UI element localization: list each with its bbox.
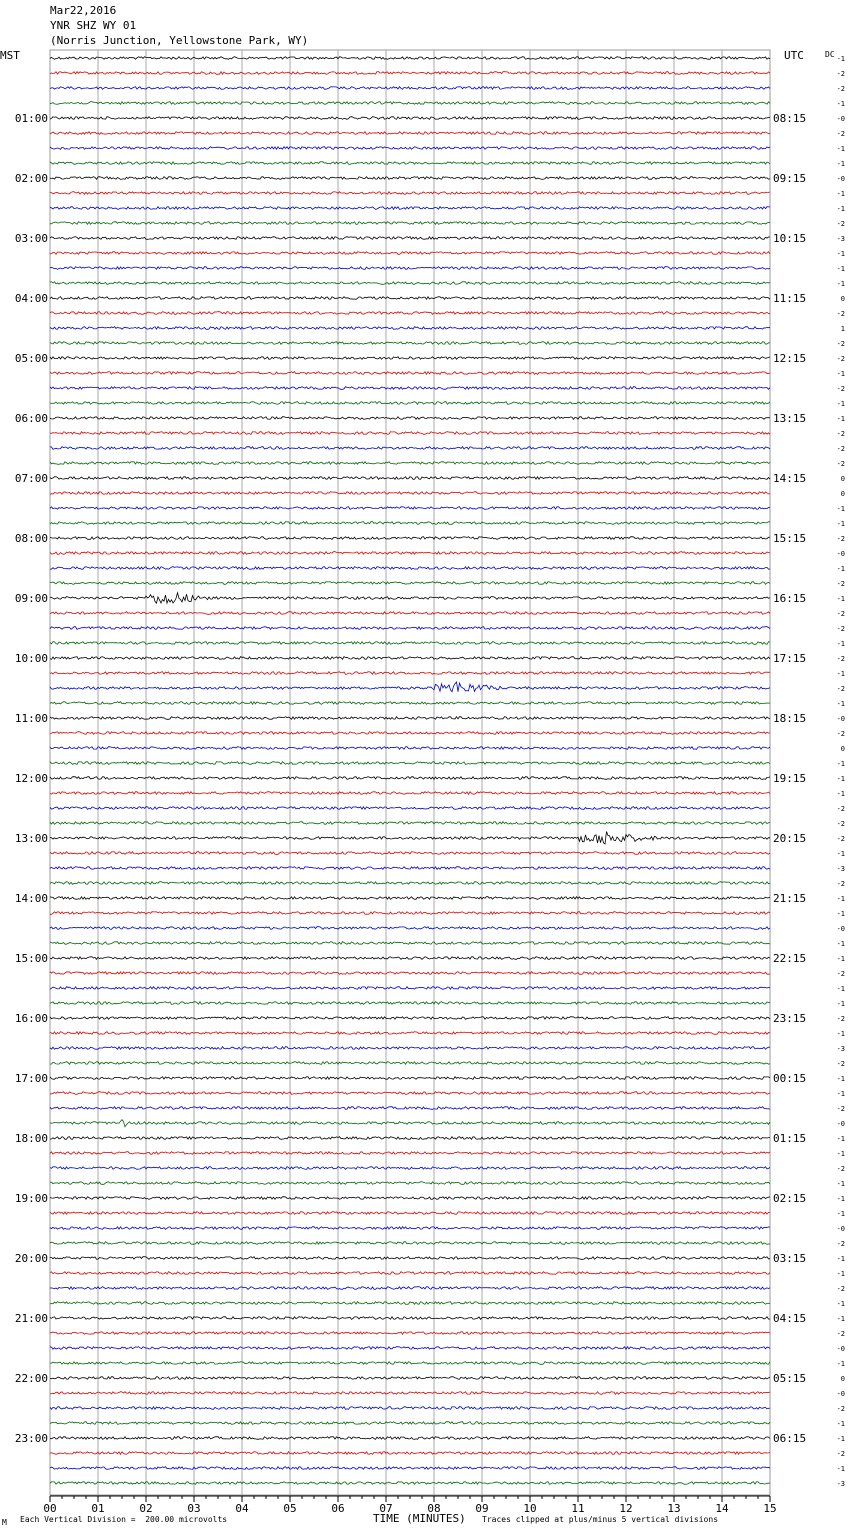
seismic-trace [50, 1002, 770, 1005]
dc-offset-label: -0 [836, 1225, 845, 1233]
dc-offset-label: -2 [836, 685, 845, 693]
seismic-trace [50, 1077, 770, 1080]
seismic-trace [50, 222, 770, 225]
seismic-trace [50, 1407, 770, 1410]
hour-label-mst: 12:00 [14, 772, 48, 785]
hour-label-utc: 19:15 [773, 772, 807, 785]
dc-offset-label: -1 [836, 1315, 845, 1323]
seismic-trace [50, 537, 770, 540]
x-tick-label: 15 [763, 1502, 777, 1515]
hour-label-utc: 21:15 [773, 892, 807, 905]
seismic-trace [50, 627, 770, 630]
seismic-trace [50, 702, 770, 705]
seismic-trace [50, 552, 770, 555]
dc-offset-label: -2 [836, 130, 845, 138]
seismic-trace [50, 897, 770, 900]
hour-label-utc: 15:15 [773, 532, 807, 545]
hour-label-utc: 08:15 [773, 112, 807, 125]
x-tick-label: 03 [187, 1502, 201, 1515]
seismic-trace [50, 1332, 770, 1335]
dc-offset-label: -2 [836, 430, 845, 438]
dc-offset-label: 0 [840, 745, 845, 753]
hour-label-mst: 11:00 [14, 712, 48, 725]
seismic-trace [50, 567, 770, 570]
seismic-trace [50, 912, 770, 915]
dc-offset-label: 0 [840, 1375, 845, 1383]
hour-label-mst: 06:00 [14, 412, 48, 425]
dc-offset-label: -2 [836, 1060, 845, 1068]
dc-offset-label: -1 [836, 1090, 845, 1098]
hour-label-mst: 18:00 [14, 1132, 48, 1145]
dc-offset-label: -2 [836, 820, 845, 828]
seismic-trace [50, 1242, 770, 1245]
seismic-trace [50, 747, 770, 750]
dc-offset-label: -1 [836, 670, 845, 678]
dc-offset-label: -1 [836, 505, 845, 513]
seismic-trace [50, 132, 770, 135]
seismic-trace [50, 1482, 770, 1485]
dc-offset-label: -1 [836, 760, 845, 768]
dc-offset-label: -2 [836, 85, 845, 93]
seismic-trace [50, 147, 770, 150]
dc-offset-label: -1 [836, 775, 845, 783]
dc-offset-label: -1 [836, 145, 845, 153]
seismic-trace [50, 942, 770, 945]
x-tick-label: 11 [571, 1502, 585, 1515]
dc-offset-label: -2 [836, 1450, 845, 1458]
seismic-trace [50, 1422, 770, 1425]
seismic-trace [50, 177, 770, 180]
dc-offset-label: -1 [836, 1000, 845, 1008]
dc-offset-label: -1 [836, 1150, 845, 1158]
hour-label-utc: 10:15 [773, 232, 807, 245]
dc-offset-label: -2 [836, 970, 845, 978]
seismic-trace [50, 612, 770, 615]
hour-label-utc: 11:15 [773, 292, 807, 305]
dc-offset-label: -1 [836, 1465, 845, 1473]
dc-offset-label: -1 [836, 1360, 845, 1368]
hour-label-utc: 01:15 [773, 1132, 807, 1145]
seismic-trace [50, 822, 770, 825]
seismic-trace [50, 342, 770, 345]
dc-offset-label: -1 [836, 400, 845, 408]
dc-offset-label: 1 [840, 325, 845, 333]
dc-offset-label: -1 [836, 1300, 845, 1308]
dc-offset-label: -1 [836, 955, 845, 963]
seismic-trace [50, 582, 770, 585]
hour-label-utc: 22:15 [773, 952, 807, 965]
hour-label-mst: 07:00 [14, 472, 48, 485]
seismic-trace [50, 297, 770, 300]
seismic-trace [50, 1272, 770, 1275]
station-location: (Norris Junction, Yellowstone Park, WY) [50, 34, 309, 47]
dc-offset-label: -1 [836, 520, 845, 528]
dc-offset-label: -1 [836, 940, 845, 948]
seismic-trace [50, 1347, 770, 1350]
dc-offset-label: -2 [836, 355, 845, 363]
dc-offset-label: -2 [836, 340, 845, 348]
seismic-trace [50, 387, 770, 390]
dc-offset-label: -1 [836, 1180, 845, 1188]
dc-offset-label: -2 [836, 610, 845, 618]
dc-offset-label: -0 [836, 925, 845, 933]
seismic-trace [50, 1107, 770, 1110]
seismic-trace [50, 237, 770, 240]
hour-label-mst: 17:00 [14, 1072, 48, 1085]
seismic-trace [50, 987, 770, 990]
dc-offset-label: -1 [836, 595, 845, 603]
dc-offset-label: -1 [836, 1075, 845, 1083]
dc-offset-label: -1 [836, 985, 845, 993]
dc-offset-label: -3 [836, 1045, 845, 1053]
dc-offset-label: -2 [836, 1405, 845, 1413]
dc-offset-label: -0 [836, 115, 845, 123]
dc-offset-label: -0 [836, 550, 845, 558]
dc-offset-label: -1 [836, 55, 845, 63]
hour-label-mst: 01:00 [14, 112, 48, 125]
dc-offset-label: -1 [836, 1135, 845, 1143]
dc-offset-label: -2 [836, 1105, 845, 1113]
dc-offset-label: -2 [836, 1240, 845, 1248]
seismic-trace [50, 717, 770, 720]
dc-offset-label: -1 [836, 1420, 845, 1428]
dc-offset-label: -1 [836, 700, 845, 708]
dc-offset-label: -0 [836, 1390, 845, 1398]
dc-offset-label: -3 [836, 865, 845, 873]
seismic-trace [50, 327, 770, 330]
seismic-trace [50, 593, 770, 603]
hour-label-utc: 17:15 [773, 652, 807, 665]
seismic-trace [50, 792, 770, 795]
dc-offset-label: -2 [836, 805, 845, 813]
seismic-trace [50, 1452, 770, 1455]
hour-label-mst: 20:00 [14, 1252, 48, 1265]
seismic-trace [50, 1437, 770, 1440]
hour-label-utc: 02:15 [773, 1192, 807, 1205]
seismic-trace [50, 87, 770, 90]
hour-label-mst: 09:00 [14, 592, 48, 605]
dc-offset-label: -1 [836, 370, 845, 378]
hour-label-utc: 12:15 [773, 352, 807, 365]
dc-offset-label: -1 [836, 250, 845, 258]
seismic-trace [50, 1152, 770, 1155]
seismic-trace [50, 1212, 770, 1215]
dc-offset-label: -2 [836, 535, 845, 543]
dc-offset-label: 0 [840, 475, 845, 483]
x-tick-label: 07 [379, 1502, 393, 1515]
seismic-trace [50, 1392, 770, 1395]
seismic-trace [50, 72, 770, 75]
seismic-trace [50, 672, 770, 675]
dc-offset-label: 0 [840, 295, 845, 303]
hour-label-utc: 23:15 [773, 1012, 807, 1025]
dc-offset-label: -2 [836, 70, 845, 78]
seismic-trace [50, 867, 770, 870]
dc-offset-label: -2 [836, 1015, 845, 1023]
seismic-trace [50, 462, 770, 465]
seismic-trace [50, 507, 770, 510]
seismic-trace [50, 1227, 770, 1230]
seismic-trace [50, 1287, 770, 1290]
seismic-trace [50, 522, 770, 525]
seismic-trace [50, 1032, 770, 1035]
hour-label-mst: 13:00 [14, 832, 48, 845]
dc-offset-label: -1 [836, 100, 845, 108]
dc-offset-label: -1 [836, 790, 845, 798]
seismic-trace [50, 1182, 770, 1185]
seismic-trace [50, 372, 770, 375]
x-tick-label: 10 [523, 1502, 537, 1515]
seismic-trace [50, 57, 770, 60]
x-tick-label: 12 [619, 1502, 633, 1515]
seismic-trace [50, 957, 770, 960]
seismic-trace [50, 1197, 770, 1200]
seismic-trace [50, 777, 770, 780]
seismic-trace [50, 682, 770, 692]
seismic-trace [50, 927, 770, 930]
dc-offset-label: -1 [836, 1255, 845, 1263]
dc-offset-label: -1 [836, 1030, 845, 1038]
dc-offset-label: -1 [836, 205, 845, 213]
seismic-trace [50, 1120, 770, 1127]
dc-offset-label: -2 [836, 1285, 845, 1293]
dc-offset-label: -3 [836, 235, 845, 243]
hour-label-mst: 15:00 [14, 952, 48, 965]
station-code: YNR SHZ WY 01 [50, 19, 137, 32]
x-tick-label: 04 [235, 1502, 249, 1515]
corner-mark: M [2, 1518, 7, 1527]
hour-label-mst: 04:00 [14, 292, 48, 305]
dc-offset-label: 0 [840, 490, 845, 498]
dc-offset-label: -2 [836, 655, 845, 663]
seismic-trace [50, 1167, 770, 1170]
dc-offset-label: -2 [836, 310, 845, 318]
seismic-trace [50, 447, 770, 450]
seismic-trace [50, 1092, 770, 1095]
x-tick-label: 09 [475, 1502, 489, 1515]
x-tick-label: 00 [43, 1502, 57, 1515]
dc-offset-label: -1 [836, 565, 845, 573]
x-tick-label: 06 [331, 1502, 345, 1515]
seismic-trace [50, 117, 770, 120]
hour-label-mst: 08:00 [14, 532, 48, 545]
dc-offset-label: -2 [836, 1165, 845, 1173]
x-tick-label: 02 [139, 1502, 153, 1515]
hour-label-utc: 03:15 [773, 1252, 807, 1265]
hour-label-utc: 00:15 [773, 1072, 807, 1085]
seismic-trace [50, 807, 770, 810]
seismic-trace [50, 162, 770, 165]
dc-offset-label: -1 [836, 190, 845, 198]
seismic-trace [50, 642, 770, 645]
hour-label-utc: 20:15 [773, 832, 807, 845]
x-tick-label: 13 [667, 1502, 681, 1515]
seismic-trace [50, 732, 770, 735]
dc-offset-label: -2 [836, 460, 845, 468]
hour-label-mst: 19:00 [14, 1192, 48, 1205]
dc-offset-label: -1 [836, 640, 845, 648]
hour-label-utc: 09:15 [773, 172, 807, 185]
dc-offset-label: -1 [836, 1210, 845, 1218]
seismic-trace [50, 477, 770, 480]
seismic-trace [50, 1317, 770, 1320]
dc-offset-label: -2 [836, 385, 845, 393]
dc-offset-label: -1 [836, 895, 845, 903]
right-timezone-label: UTC [784, 49, 804, 62]
hour-label-mst: 10:00 [14, 652, 48, 665]
dc-offset-label: -1 [836, 1195, 845, 1203]
seismic-trace [50, 657, 770, 660]
seismic-trace [50, 852, 770, 855]
x-axis-label: TIME (MINUTES) [373, 1512, 466, 1525]
hour-label-mst: 03:00 [14, 232, 48, 245]
hour-label-utc: 16:15 [773, 592, 807, 605]
seismic-trace [50, 1017, 770, 1020]
dc-offset-label: -1 [836, 1435, 845, 1443]
left-timezone-label: MST [0, 49, 20, 62]
seismic-trace [50, 207, 770, 210]
hour-label-utc: 18:15 [773, 712, 807, 725]
seismic-trace [50, 252, 770, 255]
dc-offset-label: -2 [836, 880, 845, 888]
dc-offset-label: -0 [836, 715, 845, 723]
dc-offset-label: -1 [836, 415, 845, 423]
seismic-trace [50, 1062, 770, 1065]
seismic-trace [50, 417, 770, 420]
x-tick-label: 08 [427, 1502, 441, 1515]
seismic-trace [50, 1362, 770, 1365]
hour-label-mst: 05:00 [14, 352, 48, 365]
seismic-trace [50, 312, 770, 315]
dc-offset-label: -2 [836, 580, 845, 588]
seismic-trace [50, 882, 770, 885]
hour-label-utc: 13:15 [773, 412, 807, 425]
hour-label-utc: 05:15 [773, 1372, 807, 1385]
dc-offset-label: -2 [836, 445, 845, 453]
seismic-trace [50, 102, 770, 105]
seismic-trace [50, 282, 770, 285]
clipping-note: Traces clipped at plus/minus 5 vertical divisions [482, 1515, 719, 1524]
x-tick-label: 05 [283, 1502, 297, 1515]
dc-offset-label: -1 [836, 850, 845, 858]
dc-label: DC [825, 50, 835, 59]
dc-offset-label: -1 [836, 265, 845, 273]
dc-offset-label: -1 [836, 280, 845, 288]
dc-offset-label: -0 [836, 1345, 845, 1353]
dc-offset-label: -2 [836, 625, 845, 633]
dc-offset-label: -2 [836, 835, 845, 843]
hour-label-mst: 14:00 [14, 892, 48, 905]
seismic-trace [50, 1257, 770, 1260]
dc-offset-label: -1 [836, 160, 845, 168]
dc-offset-label: -2 [836, 730, 845, 738]
seismic-trace [50, 357, 770, 360]
hour-label-mst: 16:00 [14, 1012, 48, 1025]
dc-offset-label: -3 [836, 1480, 845, 1488]
seismic-trace [50, 492, 770, 495]
hour-label-utc: 06:15 [773, 1432, 807, 1445]
seismic-trace [50, 972, 770, 975]
hour-label-mst: 23:00 [14, 1432, 48, 1445]
hour-label-mst: 02:00 [14, 172, 48, 185]
seismic-trace [50, 1377, 770, 1380]
seismic-trace [50, 1302, 770, 1305]
seismic-trace [50, 1047, 770, 1050]
dc-offset-label: -2 [836, 1330, 845, 1338]
seismic-trace [50, 762, 770, 765]
dc-offset-label: -0 [836, 175, 845, 183]
seismic-trace [50, 267, 770, 270]
seismic-trace [50, 402, 770, 405]
hour-label-mst: 22:00 [14, 1372, 48, 1385]
seismic-trace [50, 832, 770, 844]
seismic-trace [50, 192, 770, 195]
dc-offset-label: -2 [836, 220, 845, 228]
dc-offset-label: -0 [836, 1120, 845, 1128]
seismic-trace [50, 1137, 770, 1140]
x-tick-label: 14 [715, 1502, 729, 1515]
x-tick-label: 01 [91, 1502, 105, 1515]
dc-offset-label: -1 [836, 1270, 845, 1278]
hour-label-utc: 04:15 [773, 1312, 807, 1325]
hour-label-utc: 14:15 [773, 472, 807, 485]
seismic-trace [50, 1467, 770, 1470]
plot-date: Mar22,2016 [50, 4, 117, 17]
hour-label-mst: 21:00 [14, 1312, 48, 1325]
vertical-scale-note: Each Vertical Division = 200.00 microvolts [20, 1515, 228, 1524]
dc-offset-label: -1 [836, 910, 845, 918]
seismic-trace [50, 432, 770, 435]
